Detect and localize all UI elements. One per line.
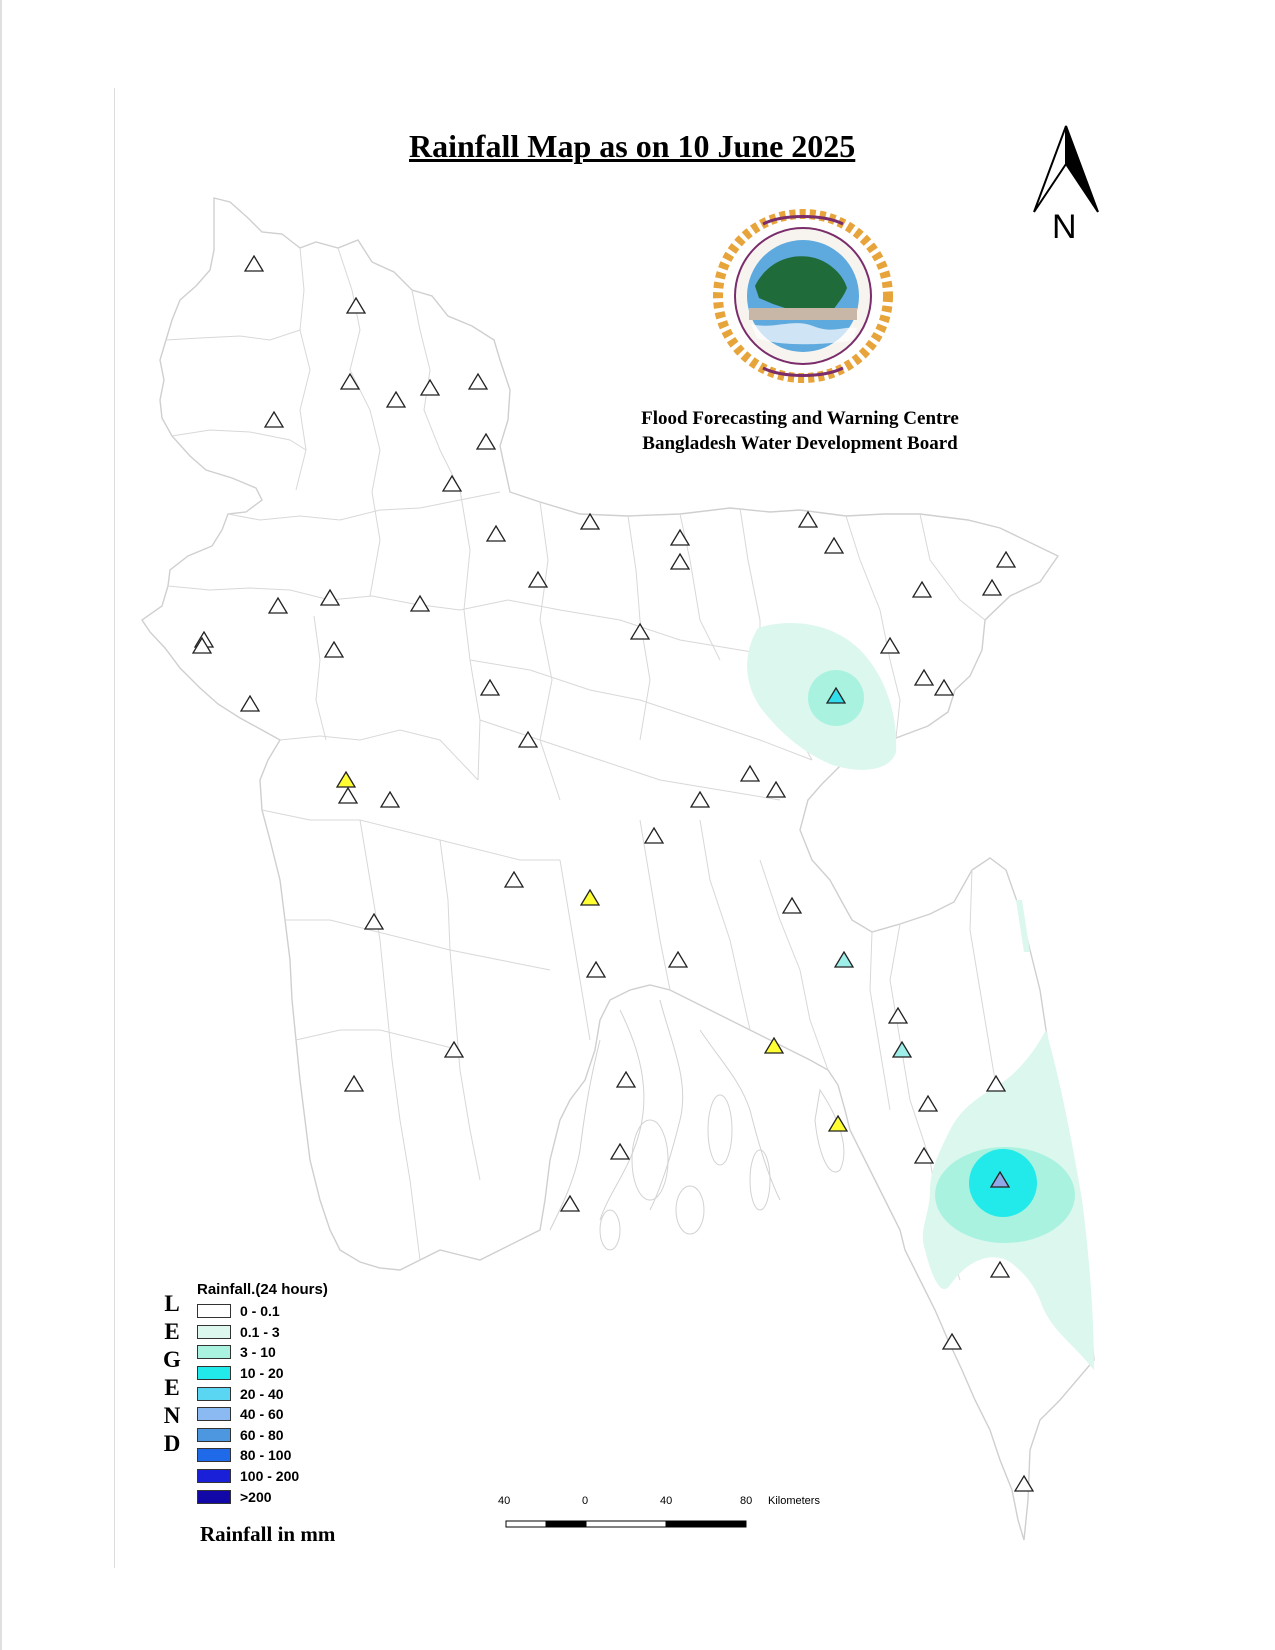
legend-class-label: 100 - 200 xyxy=(240,1468,300,1485)
north-arrow xyxy=(1034,126,1098,212)
legend-heading: Rainfall.(24 hours) xyxy=(197,1281,328,1298)
station-marker xyxy=(669,952,687,967)
station-marker xyxy=(241,696,259,711)
station-marker xyxy=(345,1076,363,1091)
legend-letter: N xyxy=(163,1403,181,1428)
legend-class-row xyxy=(197,1425,328,1446)
north-label: N xyxy=(1052,208,1077,246)
legend-letter: E xyxy=(164,1319,180,1344)
station-marker xyxy=(477,434,495,449)
station-marker xyxy=(561,1196,579,1211)
legend-class-label: 40 - 60 xyxy=(240,1406,284,1423)
station-marker xyxy=(997,552,1015,567)
station-marker xyxy=(481,680,499,695)
legend-class-label: 0 - 0.1 xyxy=(240,1303,280,1320)
station-marker xyxy=(991,1262,1009,1277)
legend-class-label: 20 - 40 xyxy=(240,1385,284,1402)
contour-0-1-3-north-hills xyxy=(1016,900,1030,952)
legend-swatch xyxy=(197,1428,231,1442)
legend-class-label: 3 - 10 xyxy=(240,1344,276,1361)
station-marker xyxy=(825,538,843,553)
scale-label: 80 xyxy=(740,1495,753,1507)
legend-class-row xyxy=(197,1466,328,1487)
legend-swatch xyxy=(197,1345,231,1359)
rainfall-contours xyxy=(747,623,1094,1370)
station-marker xyxy=(339,788,357,803)
station-marker xyxy=(337,772,355,787)
legend-class-label: 60 - 80 xyxy=(240,1426,284,1443)
station-marker xyxy=(829,1116,847,1131)
station-marker xyxy=(913,582,931,597)
station-marker xyxy=(799,512,817,527)
station-marker xyxy=(581,514,599,529)
station-marker xyxy=(889,1008,907,1023)
org-name-line2: Bangladesh Water Development Board xyxy=(642,433,958,454)
legend xyxy=(197,1281,328,1507)
legend-class-row xyxy=(197,1404,328,1425)
station-marker xyxy=(671,530,689,545)
station-marker xyxy=(505,872,523,887)
legend-class-label: 10 - 20 xyxy=(240,1365,284,1382)
station-marker xyxy=(347,298,365,313)
station-marker xyxy=(741,766,759,781)
legend-class-label: >200 xyxy=(240,1488,272,1505)
station-marker xyxy=(325,642,343,657)
station-marker xyxy=(587,962,605,977)
station-marker xyxy=(321,590,339,605)
legend-class-row xyxy=(197,1363,328,1384)
legend-class-row xyxy=(197,1445,328,1466)
scale-label: 0 xyxy=(582,1495,589,1507)
station-marker xyxy=(919,1096,937,1111)
legend-letter: G xyxy=(163,1347,181,1372)
legend-swatch xyxy=(197,1469,231,1483)
station-marker xyxy=(265,412,283,427)
coastal-islands xyxy=(550,1000,844,1250)
station-marker xyxy=(469,374,487,389)
legend-class-row xyxy=(197,1322,328,1343)
scale-label: 40 xyxy=(498,1495,511,1507)
legend-letter: L xyxy=(164,1291,180,1316)
legend-swatch xyxy=(197,1387,231,1401)
station-marker xyxy=(381,792,399,807)
station-marker xyxy=(983,580,1001,595)
station-marker xyxy=(915,1148,933,1163)
scale-label: 40 xyxy=(660,1495,673,1507)
legend-swatch xyxy=(197,1407,231,1421)
station-marker xyxy=(421,380,439,395)
station-marker xyxy=(487,526,505,541)
legend-swatch xyxy=(197,1325,231,1339)
legend-swatch xyxy=(197,1304,231,1318)
station-marker xyxy=(631,624,649,639)
district-boundaries xyxy=(166,248,1060,1290)
legend-units: Rainfall in mm xyxy=(200,1522,336,1546)
legend-class-row xyxy=(197,1486,328,1507)
map-title: Rainfall Map as on 10 June 2025 xyxy=(409,128,856,164)
station-marker xyxy=(645,828,663,843)
station-marker xyxy=(893,1042,911,1057)
legend-letter: D xyxy=(163,1431,181,1456)
station-marker xyxy=(365,914,383,929)
station-marker xyxy=(581,890,599,905)
legend-class-row xyxy=(197,1383,328,1404)
station-marker xyxy=(1015,1476,1033,1491)
station-marker xyxy=(783,898,801,913)
station-marker xyxy=(611,1144,629,1159)
legend-vertical-word xyxy=(160,1290,184,1458)
legend-class-label: 80 - 100 xyxy=(240,1447,292,1464)
station-marker xyxy=(245,256,263,271)
station-marker xyxy=(835,952,853,967)
station-marker xyxy=(767,782,785,797)
station-marker xyxy=(617,1072,635,1087)
legend-class-row xyxy=(197,1301,328,1322)
legend-class-row xyxy=(197,1342,328,1363)
legend-classes xyxy=(197,1301,328,1507)
station-marker xyxy=(387,392,405,407)
station-marker xyxy=(445,1042,463,1057)
organization-block xyxy=(620,406,1000,456)
station-marker xyxy=(935,680,953,695)
scale-bar xyxy=(506,1521,746,1527)
station-marker xyxy=(915,670,933,685)
station-marker xyxy=(443,476,461,491)
station-marker xyxy=(671,554,689,569)
org-name-line1: Flood Forecasting and Warning Centre xyxy=(641,408,959,429)
station-marker xyxy=(269,598,287,613)
station-marker xyxy=(691,792,709,807)
legend-swatch xyxy=(197,1490,231,1504)
scale-unit: Kilometers xyxy=(768,1495,820,1507)
legend-swatch xyxy=(197,1448,231,1462)
station-marker xyxy=(529,572,547,587)
station-marker xyxy=(881,638,899,653)
bwdb-logo xyxy=(718,214,888,378)
legend-letter: E xyxy=(164,1375,180,1400)
legend-swatch xyxy=(197,1366,231,1380)
legend-class-label: 0.1 - 3 xyxy=(240,1323,280,1340)
